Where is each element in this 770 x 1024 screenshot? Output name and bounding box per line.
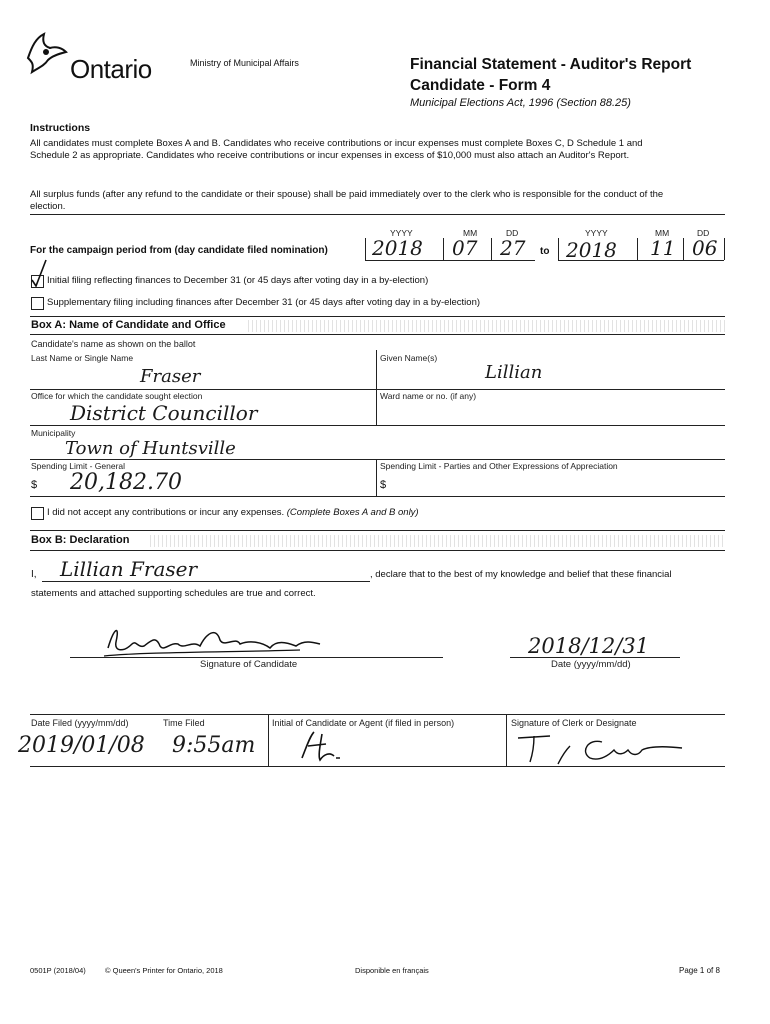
page-number: Page 1 of 8 (679, 966, 720, 975)
logo-wordmark: Ontario (70, 54, 152, 84)
instructions-para-1: All candidates must complete Boxes A and B. Candidates who receive contributions or incur expenses must complete Boxes C, D Schedule 1 and Schedule 2 as appropriate. Candidates who receive contributions or incur expenses in excess of $10,000 must also attach an Auditor's Report. (30, 138, 643, 161)
spending-general-label: Spending Limit - General (31, 461, 126, 471)
instructions-heading: Instructions (30, 122, 91, 134)
from-day-field[interactable]: 27 (500, 236, 526, 260)
supplementary-filing-checkbox[interactable] (31, 297, 44, 310)
to-label: to (540, 246, 550, 257)
yyyy-label-to: YYYY (585, 228, 608, 238)
last-name-field[interactable]: Fraser (140, 366, 201, 387)
no-contributions-text: I did not accept any contributions or incur any expenses. (47, 507, 285, 518)
office-field[interactable]: District Councillor (70, 401, 258, 425)
ward-label: Ward name or no. (if any) (380, 391, 477, 401)
spending-parties-label: Spending Limit - Parties and Other Expressions of Appreciation (380, 461, 618, 471)
supplementary-filing-label: Supplementary filing including finances after December 31 (or 45 days after voting day in a by-election) (47, 297, 481, 308)
instructions-para-2: All surplus funds (after any refund to the candidate or their spouse) shall be paid immediately over to the clerk who is responsible for the conduct of the election. (30, 189, 664, 212)
checkmark-icon (29, 258, 49, 288)
to-year-field[interactable]: 2018 (566, 238, 617, 262)
from-month-field[interactable]: 07 (452, 236, 478, 260)
period-label: For the campaign period from (day candidate filed nomination) (30, 245, 328, 256)
copyright: © Queen's Printer for Ontario, 2018 (105, 966, 223, 975)
form-code: 0501P (2018/04) (30, 966, 86, 975)
declaration-text: , declare that to the best of my knowledge and belief that these financial (370, 569, 672, 580)
mm-label-from: MM (463, 228, 478, 238)
french-notice: Disponible en français (355, 966, 429, 975)
no-contributions-note: (Complete Boxes A and B only) (286, 507, 419, 518)
act-reference: Municipal Elections Act, 1996 (Section 88.25) (410, 97, 631, 109)
dd-label-to: DD (697, 228, 710, 238)
date-filed-field[interactable]: 2019/01/08 (18, 733, 145, 758)
candidate-signature (100, 622, 330, 662)
declaration-i: I, (31, 569, 37, 580)
declarant-name-field[interactable]: Lillian Fraser (60, 557, 198, 581)
dd-label-from: DD (506, 228, 519, 238)
agent-initial-signature (296, 728, 346, 764)
declaration-date-field[interactable]: 2018/12/31 (528, 634, 650, 658)
date-filed-label: Date Filed (yyyy/mm/dd) (31, 718, 129, 728)
currency-symbol-parties: $ (380, 479, 387, 491)
office-label: Office for which the candidate sought election (31, 391, 203, 401)
spending-general-field[interactable]: 20,182.70 (70, 470, 182, 495)
box-a-heading: Box A: Name of Candidate and Office (31, 319, 226, 331)
given-name-label: Given Name(s) (380, 353, 438, 363)
to-month-field[interactable]: 11 (650, 236, 676, 260)
yyyy-label-from: YYYY (390, 228, 413, 238)
from-year-field[interactable]: 2018 (372, 236, 423, 260)
given-name-field[interactable]: Lillian (485, 362, 543, 383)
to-day-field[interactable]: 06 (692, 236, 718, 260)
form-subtitle: Candidate - Form 4 (410, 77, 551, 94)
date-label: Date (yyyy/mm/dd) (551, 659, 631, 670)
no-contributions-checkbox[interactable] (31, 507, 44, 520)
initial-filing-label: Initial filing reflecting finances to December 31 (or 45 days after voting day in a by-election) (47, 275, 429, 286)
declaration-text-2: statements and attached supporting schedules are true and correct. (31, 588, 316, 599)
no-contributions-label (47, 507, 419, 518)
ministry-name: Ministry of Municipal Affairs (190, 58, 299, 68)
clerk-signature-label: Signature of Clerk or Designate (511, 718, 637, 728)
clerk-signature (512, 728, 692, 768)
initial-label: Initial of Candidate or Agent (if filed in person) (272, 718, 455, 728)
mm-label-to: MM (655, 228, 670, 238)
box-b-heading: Box B: Declaration (31, 534, 130, 546)
form-title: Financial Statement - Auditor's Report (410, 56, 692, 73)
municipality-label: Municipality (31, 428, 76, 438)
ballot-name-note: Candidate's name as shown on the ballot (31, 339, 196, 349)
signature-label: Signature of Candidate (200, 659, 298, 670)
time-filed-field[interactable]: 9:55am (172, 733, 256, 758)
last-name-label: Last Name or Single Name (31, 353, 134, 363)
time-filed-label: Time Filed (163, 718, 205, 728)
municipality-field[interactable]: Town of Huntsville (65, 438, 236, 459)
currency-symbol-general: $ (31, 479, 38, 491)
trillium-logo-icon (22, 28, 70, 76)
